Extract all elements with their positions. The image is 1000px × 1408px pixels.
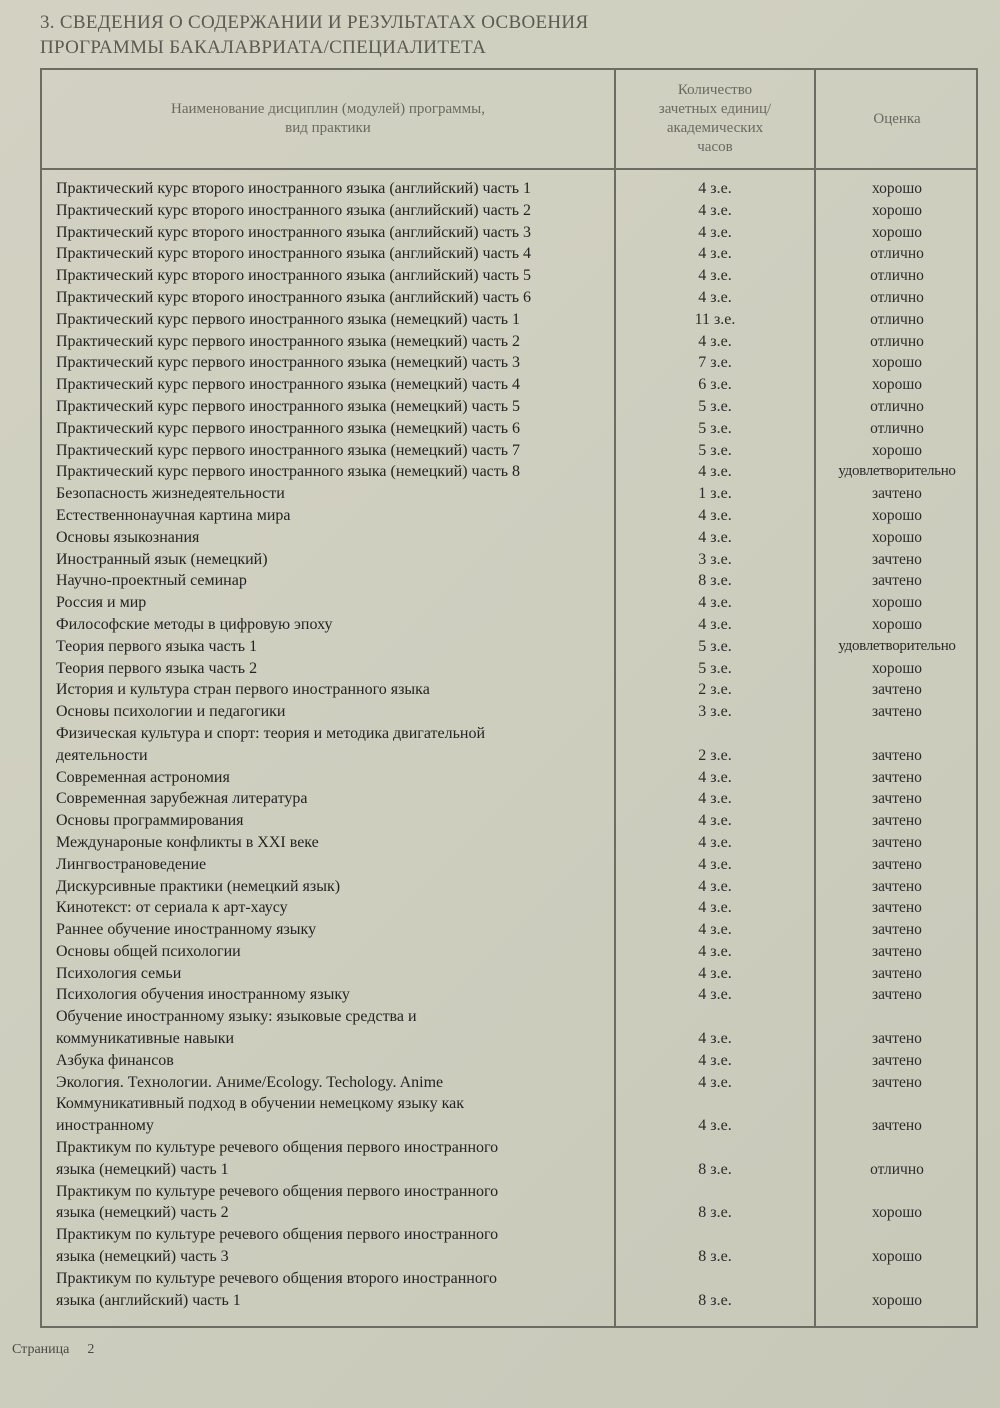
- header-discipline: [42, 70, 614, 168]
- table-row: [42, 483, 976, 505]
- credits-value: 11 з.е.: [694, 310, 736, 328]
- table-row: [42, 243, 976, 265]
- discipline-name: Лингвострановедение: [56, 855, 207, 873]
- grade-value: отлично: [870, 397, 924, 415]
- discipline-name: Теория первого языка часть 1: [56, 637, 258, 655]
- credits-value: 1 з.е.: [698, 485, 732, 503]
- credits-value: 4 з.е.: [698, 877, 732, 895]
- discipline-name: Практический курс второго иностранного языка (английский) часть 1: [56, 180, 532, 197]
- grade-value: зачтено: [872, 550, 922, 568]
- grade-value: зачтено: [872, 812, 922, 830]
- grade-value: зачтено: [872, 746, 922, 764]
- discipline-name: Дискурсивные практики (немецкий язык): [56, 877, 341, 895]
- credits-value: 4 з.е.: [698, 615, 732, 633]
- table-row: [42, 854, 976, 876]
- grade-value: хорошо: [871, 594, 923, 612]
- discipline-name: Практикум по культуре речевого общения первого иностранного языка (немецкий) часть 1: [56, 1139, 499, 1178]
- grade-value: зачтено: [872, 833, 922, 851]
- credits-value: 4 з.е.: [698, 1051, 732, 1069]
- grade-value: зачтено: [872, 1117, 922, 1135]
- table-row: [42, 614, 976, 636]
- discipline-name: Теория первого языка часть 2: [56, 659, 258, 677]
- discipline-name: Практический курс второго иностранного языка (английский) часть 4: [56, 245, 532, 263]
- credits-value: 5 з.е.: [698, 397, 732, 415]
- credits-value: 6 з.е.: [698, 376, 732, 394]
- credits-value: 4 з.е.: [698, 812, 732, 830]
- table-row: [42, 941, 976, 963]
- credits-value: 4 з.е.: [698, 899, 732, 917]
- discipline-name: Основы программирования: [56, 812, 244, 830]
- footer-label: Страница: [12, 1342, 70, 1357]
- discipline-name: Практический курс второго иностранного языка (английский) часть 5: [56, 267, 532, 285]
- table-row: [42, 527, 976, 549]
- grade-value: зачтено: [872, 1073, 922, 1091]
- table-row: [42, 461, 976, 483]
- table-row: [42, 1072, 976, 1094]
- credits-value: 4 з.е.: [698, 201, 732, 219]
- grade-value: зачтено: [872, 855, 922, 873]
- credits-value: 4 з.е.: [698, 223, 732, 241]
- grade-value: отлично: [870, 245, 924, 263]
- credits-value: 4 з.е.: [698, 528, 732, 546]
- credits-value: 4 з.е.: [698, 790, 732, 808]
- credits-value: 5 з.е.: [698, 419, 732, 437]
- table-row: [42, 963, 976, 985]
- grade-value: хорошо: [871, 1248, 923, 1266]
- table-row: [42, 418, 976, 440]
- discipline-name: Практический курс первого иностранного языка (немецкий) часть 4: [56, 376, 521, 394]
- table-row: [42, 1224, 976, 1268]
- credits-value: 4 з.е.: [698, 506, 732, 524]
- discipline-name: Психология обучения иностранному языку: [56, 986, 350, 1004]
- grade-value: зачтено: [872, 877, 922, 895]
- discipline-name: Основы общей психологии: [56, 942, 241, 960]
- discipline-name: Психология семьи: [56, 964, 182, 982]
- grade-value: хорошо: [871, 506, 923, 524]
- discipline-name: Безопасность жизнедеятельности: [56, 485, 285, 503]
- grade-value: хорошо: [871, 201, 923, 219]
- page-number: 2: [87, 1342, 95, 1357]
- table-row: [42, 919, 976, 941]
- credits-value: 4 з.е.: [698, 855, 732, 873]
- credits-value: 5 з.е.: [698, 637, 732, 655]
- credits-value: 8 з.е.: [698, 1291, 732, 1309]
- table-row: [42, 352, 976, 374]
- credits-value: 2 з.е.: [698, 681, 732, 699]
- table-row: [42, 265, 976, 287]
- table-body: [42, 178, 976, 1311]
- table-row: [42, 440, 976, 462]
- credits-value: 4 з.е.: [698, 986, 732, 1004]
- credits-value: 3 з.е.: [698, 550, 732, 568]
- table-row: [42, 549, 976, 571]
- table-row: [42, 287, 976, 309]
- header-grade-text: Оценка: [873, 110, 921, 127]
- table-row: [42, 636, 976, 658]
- discipline-name: Азбука финансов: [56, 1051, 174, 1069]
- header-credits: [616, 70, 814, 168]
- credits-value: 7 з.е.: [698, 354, 732, 372]
- table-row: [42, 178, 976, 200]
- section-title-text: 3. СВЕДЕНИЯ О СОДЕРЖАНИИ И РЕЗУЛЬТАТАХ ОСВОЕНИЯ ПРОГРАММЫ БАКАЛАВРИАТА/СПЕЦИАЛИТЕТА: [40, 12, 589, 58]
- credits-value: 4 з.е.: [698, 964, 732, 982]
- table-row: [42, 1050, 976, 1072]
- credits-value: 4 з.е.: [698, 942, 732, 960]
- credits-value: 8 з.е.: [698, 1248, 732, 1266]
- credits-value: 8 з.е.: [698, 1160, 732, 1178]
- credits-value: 4 з.е.: [698, 833, 732, 851]
- grade-value: зачтено: [872, 681, 922, 699]
- grade-value: хорошо: [871, 528, 923, 546]
- grades-table: [40, 68, 978, 1328]
- table-row: [42, 876, 976, 898]
- table-row: [42, 810, 976, 832]
- grade-value: зачтено: [872, 921, 922, 939]
- discipline-name: Современная астрономия: [56, 768, 230, 786]
- grade-value: зачтено: [872, 942, 922, 960]
- discipline-name: Практикум по культуре речевого общения первого иностранного языка (немецкий) часть 3: [56, 1226, 499, 1266]
- credits-value: 4 з.е.: [698, 1073, 732, 1091]
- table-row: [42, 331, 976, 353]
- grade-value: хорошо: [871, 180, 923, 197]
- discipline-name: Философские методы в цифровую эпоху: [56, 615, 333, 633]
- credits-value: 4 з.е.: [698, 332, 732, 350]
- credits-value: 8 з.е.: [698, 1204, 732, 1222]
- credits-value: 4 з.е.: [698, 594, 732, 612]
- discipline-name: Практикум по культуре речевого общения первого иностранного языка (немецкий) часть 2: [56, 1182, 499, 1222]
- credits-value: 4 з.е.: [698, 267, 732, 285]
- grade-value: отлично: [870, 310, 924, 328]
- discipline-name: Основы языкознания: [56, 528, 200, 546]
- table-row: [42, 222, 976, 244]
- discipline-name: Основы психологии и педагогики: [56, 703, 286, 721]
- table-row: [42, 374, 976, 396]
- table-row: [42, 832, 976, 854]
- credits-value: 4 з.е.: [698, 463, 732, 481]
- grade-value: зачтено: [872, 986, 922, 1004]
- table-row: [42, 200, 976, 222]
- discipline-name: Естественнонаучная картина мира: [56, 506, 291, 524]
- grade-value: хорошо: [871, 659, 923, 677]
- discipline-name: Практический курс второго иностранного языка (английский) часть 2: [56, 201, 532, 219]
- discipline-name: История и культура стран первого иностранного языка: [56, 681, 430, 699]
- grade-value: хорошо: [871, 223, 923, 241]
- grade-value: зачтено: [872, 572, 922, 590]
- discipline-name: Обучение иностранному языку: языковые средства и коммуникативные навыки: [56, 1008, 417, 1048]
- credits-value: 3 з.е.: [698, 703, 732, 721]
- table-row: [42, 505, 976, 527]
- grade-value: зачтено: [872, 1030, 922, 1048]
- table-row: [42, 570, 976, 592]
- discipline-name: Практический курс первого иностранного языка (немецкий) часть 3: [56, 354, 521, 372]
- table-row: [42, 309, 976, 331]
- grade-value: отлично: [870, 419, 924, 437]
- credits-value: 4 з.е.: [698, 768, 732, 786]
- grade-value: хорошо: [871, 354, 923, 372]
- credits-value: 5 з.е.: [698, 441, 732, 459]
- grade-value: удовлетворительно: [838, 637, 956, 654]
- table-row: [42, 723, 976, 767]
- table-row: [42, 592, 976, 614]
- header-credits-text: Количество зачетных единиц/ академических часов: [658, 82, 772, 155]
- grade-value: зачтено: [872, 899, 922, 917]
- grade-value: зачтено: [872, 790, 922, 808]
- credits-value: 4 з.е.: [698, 1030, 732, 1048]
- header-discipline-text: Наименование дисциплин (модулей) программы, вид практики: [171, 101, 485, 136]
- grade-value: хорошо: [871, 1291, 923, 1309]
- discipline-name: Практический курс первого иностранного языка (немецкий) часть 8: [56, 463, 521, 481]
- table-row: [42, 1181, 976, 1225]
- discipline-name: Практический курс первого иностранного языка (немецкий) часть 1: [56, 310, 521, 328]
- discipline-name: Кинотекст: от сериала к арт-хаусу: [56, 899, 288, 917]
- discipline-name: Практический курс первого иностранного языка (немецкий) часть 6: [56, 419, 521, 437]
- table-row: [42, 701, 976, 723]
- table-row: [42, 679, 976, 701]
- credits-value: 4 з.е.: [698, 180, 732, 197]
- grade-value: зачтено: [872, 703, 922, 721]
- grade-value: отлично: [870, 1160, 924, 1178]
- table-row: [42, 1268, 976, 1312]
- discipline-name: Экология. Технологии. Аниме/Ecology. Techology. Anime: [56, 1073, 444, 1091]
- discipline-name: Междунароные конфликты в XXI веке: [56, 833, 319, 851]
- table-row: [42, 897, 976, 919]
- credits-value: 8 з.е.: [698, 572, 732, 590]
- grade-value: хорошо: [871, 441, 923, 459]
- credits-value: 4 з.е.: [698, 245, 732, 263]
- credits-value: 2 з.е.: [698, 746, 732, 764]
- grade-value: хорошо: [871, 376, 923, 394]
- discipline-name: Современная зарубежная литература: [56, 790, 308, 808]
- discipline-name: Практический курс первого иностранного языка (немецкий) часть 2: [56, 332, 521, 350]
- header-divider: [42, 168, 976, 170]
- header-grade: [816, 70, 978, 168]
- grade-value: зачтено: [872, 964, 922, 982]
- discipline-name: Практический курс второго иностранного языка (английский) часть 6: [56, 288, 532, 306]
- discipline-name: Физическая культура и спорт: теория и методика двигательной деятельности: [56, 724, 486, 764]
- table-row: [42, 788, 976, 810]
- discipline-name: Научно-проектный семинар: [56, 572, 247, 590]
- table-row: [42, 658, 976, 680]
- table-row: [42, 984, 976, 1006]
- discipline-name: Практический курс первого иностранного языка (немецкий) часть 7: [56, 441, 521, 459]
- discipline-name: Россия и мир: [56, 594, 147, 612]
- table-row: [42, 1006, 976, 1050]
- table-row: [42, 396, 976, 418]
- grade-value: хорошо: [871, 615, 923, 633]
- table-row: [42, 1093, 976, 1137]
- table-row: [42, 767, 976, 789]
- credits-value: 4 з.е.: [698, 288, 732, 306]
- credits-value: 5 з.е.: [698, 659, 732, 677]
- table-row: [42, 1137, 976, 1181]
- grade-value: зачтено: [872, 1051, 922, 1069]
- credits-value: 4 з.е.: [698, 1117, 732, 1135]
- grade-value: отлично: [870, 288, 924, 306]
- page-footer: [12, 1342, 94, 1358]
- grade-value: отлично: [870, 332, 924, 350]
- discipline-name: Иностранный язык (немецкий): [56, 550, 268, 568]
- discipline-name: Коммуникативный подход в обучении немецкому языку как иностранному: [56, 1095, 464, 1135]
- grade-value: удовлетворительно: [838, 463, 956, 480]
- grade-value: хорошо: [871, 1204, 923, 1222]
- grade-value: зачтено: [872, 485, 922, 503]
- discipline-name: Практикум по культуре речевого общения второго иностранного языка (английский) часть 1: [56, 1269, 498, 1309]
- discipline-name: Практический курс первого иностранного языка (немецкий) часть 5: [56, 397, 521, 415]
- discipline-name: Раннее обучение иностранному языку: [56, 921, 317, 939]
- discipline-name: Практический курс второго иностранного языка (английский) часть 3: [56, 223, 532, 241]
- grade-value: отлично: [870, 267, 924, 285]
- grade-value: зачтено: [872, 768, 922, 786]
- section-title: [40, 10, 588, 60]
- credits-value: 4 з.е.: [698, 921, 732, 939]
